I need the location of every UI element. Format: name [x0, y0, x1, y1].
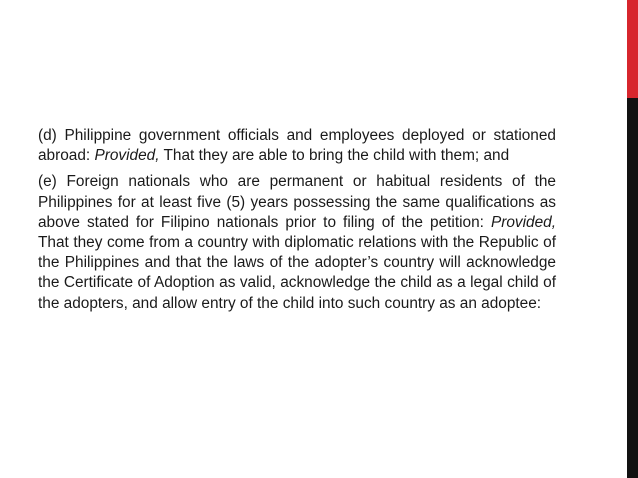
right-edge-accent: [627, 0, 638, 98]
paragraph-d-proviso: Provided,: [94, 147, 160, 165]
paragraph-e: [38, 172, 556, 313]
paragraph-e-proviso: Provided,: [490, 213, 556, 231]
slide-body: [38, 126, 556, 320]
paragraph-d-text-end: That they are able to bring the child with them; and: [159, 147, 510, 165]
paragraph-e-text-end: That they come from a country with diplomatic relations with the Republic of the Philippines and that the laws of the adopter’s country will acknowledge the Certificate of Adoption as valid, acknowledge the child as a legal child of the adopters, and allow entry of the child into such country as an adoptee:: [38, 234, 556, 312]
paragraph-e-text: (e) Foreign nationals who are permanent or habitual residents of the Philippines for at least five (5) years possessing the same qualifications as above stated for Filipino nationals prior to filing of the petition:: [38, 173, 556, 231]
paragraph-d-text: (d) Philippine government officials and employees deployed or stationed abroad:: [38, 127, 556, 165]
right-edge-bar: [627, 0, 638, 478]
paragraph-d: [38, 126, 556, 166]
